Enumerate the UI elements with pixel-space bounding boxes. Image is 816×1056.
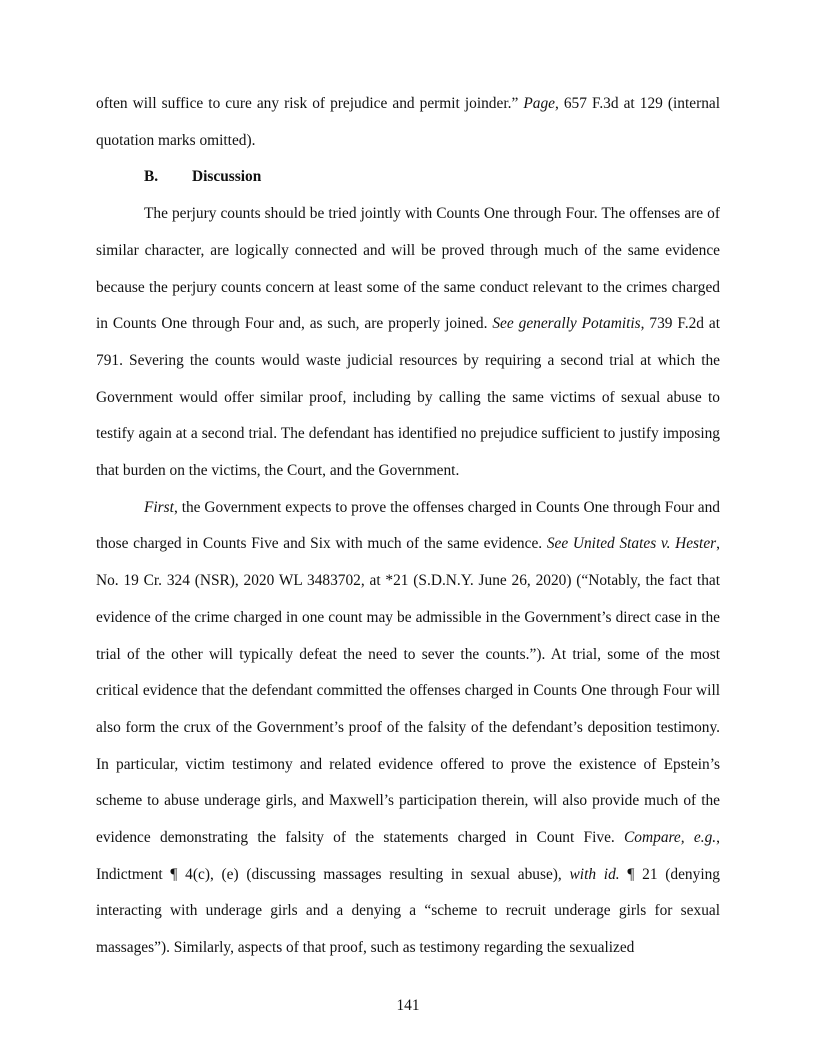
case-citation: See United States v. Hester: [546, 535, 717, 553]
paragraph-continuation: [96, 86, 720, 159]
text-run: , 739 F.2d at 791. Severing the counts would waste judicial resources by requiring a second trial at which the Government would offer similar proof, including by calling the same victims of sexual abuse to testify again at a second trial. The defendant has identified no prejudice sufficient to justify imposing that burden on the victims, the Court, and the Government.: [96, 315, 720, 480]
signal-citation: Compare, e.g.: [624, 829, 717, 847]
page-number: 141: [396, 997, 420, 1014]
text-run: , the Government expects to prove the offenses charged in Counts One through Four and those charged in Counts Five and Six with much of the same evidence.: [96, 498, 720, 553]
case-citation: See generally Potamitis: [492, 315, 641, 333]
text-run: , Indictment ¶ 4(c), (e) (discussing massages resulting in sexual abuse),: [96, 829, 720, 883]
paragraph-first: [96, 490, 720, 967]
text-run: , No. 19 Cr. 324 (NSR), 2020 WL 3483702, at *21 (S.D.N.Y. June 26, 2020) (“Notably, the fact that evidence of the crime charged in one count may be admissible in the Government’s direct case in the trial of the other will typically defeat the need to sever the counts.”). At trial, some of the most critical evidence that the defendant committed the offenses charged in Counts One through Four will also form the crux of the Government’s proof of the falsity of the defendant’s deposition testimony. In particular, victim testimony and related evidence offered to prove the existence of Epstein’s scheme to abuse underage girls, and Maxwell’s participation therein, will also provide much of the evidence demonstrating the falsity of the statements charged in Count Five.: [96, 535, 720, 847]
text-run: often will suffice to cure any risk of prejudice and permit joinder.”: [96, 95, 524, 112]
emphasis: First: [144, 498, 174, 516]
text-run: ¶ 21 (denying interacting with underage girls and a denying a “scheme to recruit underage girls for sexual massages”). Similarly, aspects of that proof, such as testimony regarding the sexualized: [96, 865, 720, 957]
case-citation: Page: [523, 95, 555, 112]
body-text: [96, 86, 720, 967]
text-run: The perjury counts should be tried jointly with Counts One through Four. The offenses are of similar character, are logically connected and will be proved through much of the same evidence because the perjury counts concern at least some of the same conduct relevant to the crimes charged in Counts One through Four and, as such, are properly joined.: [96, 205, 720, 333]
text-run: , 657 F.3d at 129 (internal quotation marks omitted).: [96, 95, 721, 149]
signal-citation: with id.: [569, 865, 620, 883]
paragraph-perjury-counts: [96, 196, 720, 490]
section-letter: B.: [144, 168, 159, 186]
section-heading: [96, 159, 720, 196]
section-title: Discussion: [192, 168, 262, 186]
